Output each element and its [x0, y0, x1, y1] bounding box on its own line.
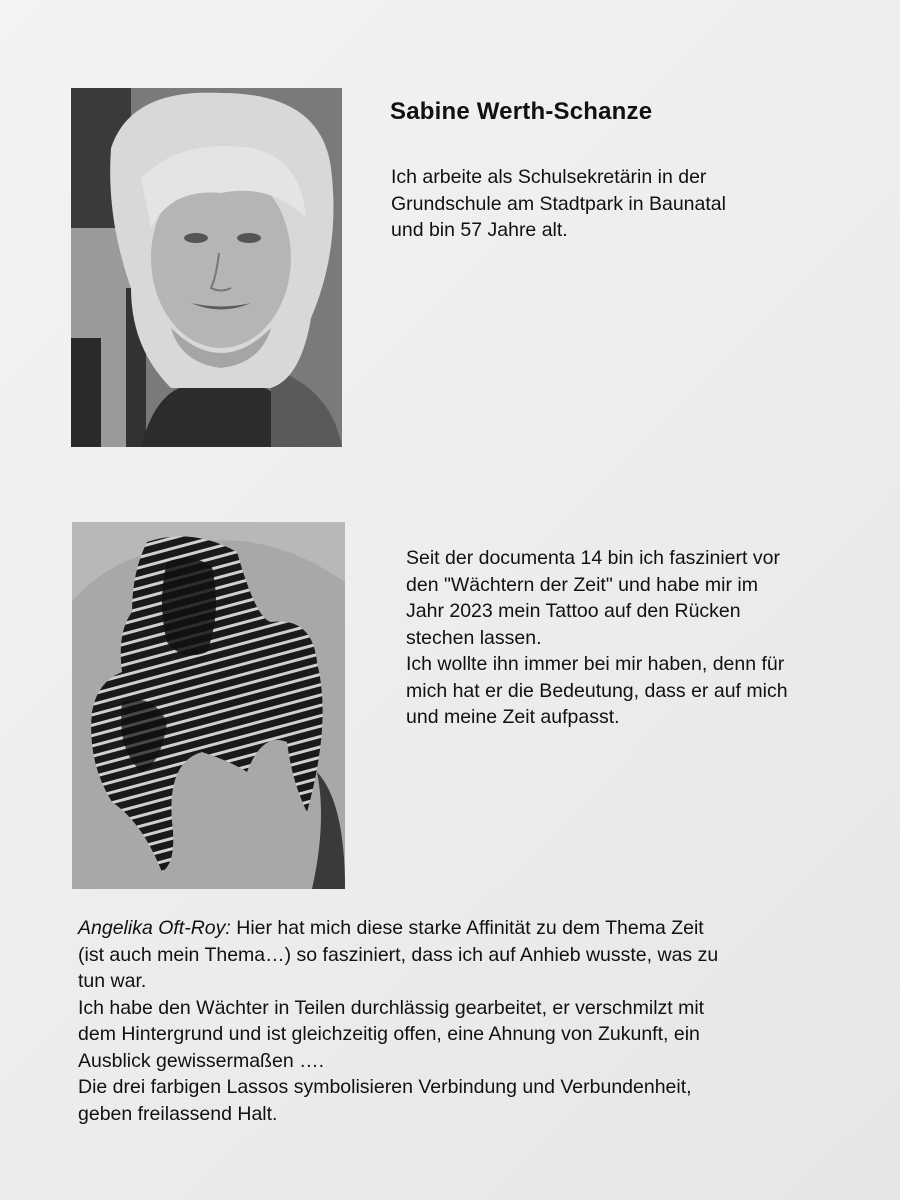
artist-line: Ich habe den Wächter in Teilen durchlässig gearbeitet, er verschmilzt mit [78, 996, 705, 1019]
story-text [406, 545, 876, 731]
tattoo-photo [72, 522, 345, 889]
artist-line: Ausblick gewissermaßen …. [78, 1049, 324, 1072]
artist-line: (ist auch mein Thema…) so fasziniert, dass ich auf Anhieb wusste, was zu [78, 943, 719, 966]
portrait-photo [71, 88, 342, 447]
story-line: stechen lassen. [406, 626, 542, 649]
artist-line [78, 915, 868, 942]
intro-line: Ich arbeite als Schulsekretärin in der [391, 166, 707, 188]
artist-line-text: Hier hat mich diese starke Affinität zu dem Thema Zeit [230, 917, 704, 939]
artist-line: dem Hintergrund und ist gleichzeitig offen, eine Ahnung von Zukunft, ein [78, 1023, 700, 1045]
story-line: Seit der documenta 14 bin ich fasziniert vor [406, 547, 780, 569]
intro-text [391, 164, 811, 244]
portrait-image [71, 88, 342, 447]
artist-statement [78, 915, 868, 1127]
intro-line: und bin 57 Jahre alt. [391, 219, 568, 241]
tattoo-image [72, 522, 345, 889]
story-line: und meine Zeit aufpasst. [406, 706, 620, 728]
story-line: den "Wächtern der Zeit" und habe mir im [406, 573, 758, 596]
story-line: mich hat er die Bedeutung, dass er auf mich [406, 679, 788, 702]
artist-line: Die drei farbigen Lassos symbolisieren Verbindung und Verbundenheit, [78, 1076, 692, 1098]
artist-line: tun war. [78, 970, 147, 992]
story-line: Jahr 2023 mein Tattoo auf den Rücken [406, 600, 741, 622]
artist-name: Angelika Oft-Roy: [78, 917, 231, 939]
intro-line: Grundschule am Stadtpark in Baunatal [391, 192, 726, 215]
artist-line: geben freilassend Halt. [78, 1102, 278, 1125]
story-line: Ich wollte ihn immer bei mir haben, denn für [406, 653, 785, 675]
person-name: Sabine Werth-Schanze [390, 98, 653, 125]
